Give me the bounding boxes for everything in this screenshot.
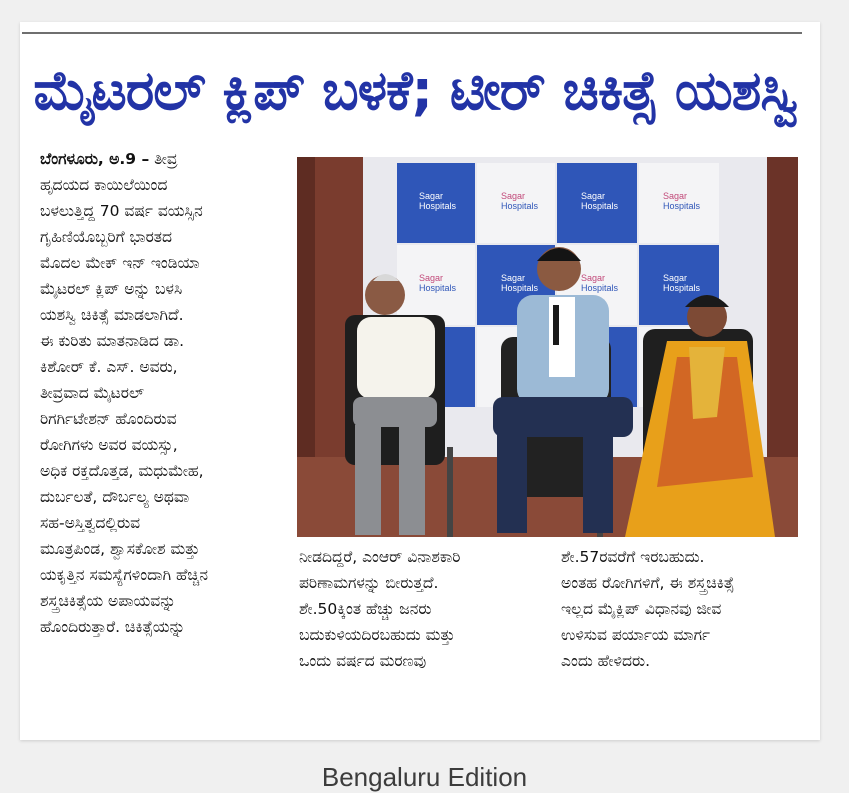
article-line: ಹೃದಯದ ಕಾಯಿಲೆಯಿಂದ bbox=[40, 176, 168, 194]
svg-text:Hospitals: Hospitals bbox=[419, 283, 457, 293]
article-line: ಶೇ.57ರವರೆಗೆ ಇರಬಹುದು. bbox=[561, 548, 705, 566]
article-line: ಅಧಿಕ ರಕ್ತದೊತ್ತಡ, ಮಧುಮೇಹ, bbox=[40, 462, 204, 480]
article-line: ರಿಗರ್ಗಿಟೇಶನ್ ಹೊಂದಿರುವ bbox=[40, 410, 177, 428]
article-line: ಎಂದು ಹೇಳಿದರು. bbox=[561, 652, 651, 670]
article-line: ಉಳಿಸುವ ಪರ್ಯಾಯ ಮಾರ್ಗ bbox=[561, 626, 711, 644]
svg-text:Sagar: Sagar bbox=[581, 273, 606, 283]
article-line: ಬಳಲುತ್ತಿದ್ದ 70 ವರ್ಷ ವಯಸ್ಸಿನ bbox=[40, 202, 203, 220]
article-line: ಸಹ-ಅಸ್ತಿತ್ವದಲ್ಲಿರುವ bbox=[40, 514, 141, 532]
svg-text:Sagar: Sagar bbox=[419, 273, 444, 283]
dateline: ಬೆಂಗಳೂರು, ಅ.9 – bbox=[40, 150, 150, 168]
svg-text:Hospitals: Hospitals bbox=[581, 201, 619, 211]
article-line: ಯಕೃತ್ತಿನ ಸಮಸ್ಯೆಗಳಿಂದಾಗಿ ಹೆಚ್ಚಿನ bbox=[40, 566, 208, 584]
article-line: ದುರ್ಬಲತೆ, ದೌರ್ಬಲ್ಯ ಅಥವಾ bbox=[40, 488, 190, 506]
article-line: ಹೊಂದಿರುತ್ತಾರೆ. ಚಿಕಿತ್ಸೆಯನ್ನು bbox=[40, 618, 186, 636]
svg-text:Sagar: Sagar bbox=[419, 191, 444, 201]
article-line: ಇಲ್ಲದ ಮೈಕ್ಲಿಪ್ ವಿಧಾನವು ಜೀವ bbox=[561, 600, 722, 618]
article-line: ಶಸ್ತ್ರಚಿಕಿತ್ಸೆಯ ಅಪಾಯವನ್ನು bbox=[40, 592, 176, 610]
photo-illustration bbox=[297, 157, 798, 537]
svg-text:Sagar: Sagar bbox=[663, 191, 688, 201]
article-line: ತೀವ್ರ bbox=[154, 150, 178, 168]
svg-text:Sagar: Sagar bbox=[501, 273, 526, 283]
article-line: ಶೇ.50ಕ್ಕಿಂತ ಹೆಚ್ಚು ಜನರು bbox=[299, 600, 432, 618]
article-line: ರೋಗಿಗಳು ಅವರ ವಯಸ್ಸು, bbox=[40, 436, 178, 454]
article-line: ಪರಿಣಾಮಗಳನ್ನು ಬೀರುತ್ತದೆ. bbox=[299, 574, 439, 592]
article-line: ಮೈಟರಲ್ ಕ್ಲಿಪ್ ಅನ್ನು ಬಳಸಿ bbox=[40, 280, 183, 298]
press-conference-photo bbox=[297, 157, 798, 537]
svg-text:Hospitals: Hospitals bbox=[581, 283, 619, 293]
article-line: ನೀಡದಿದ್ದರೆ, ಎಂಆರ್ ವಿನಾಶಕಾರಿ bbox=[299, 548, 461, 566]
article-column-2 bbox=[299, 544, 549, 690]
headline: ಮೈಟರಲ್ ಕ್ಲಿಪ್ ಬಳಕೆ; ಟೀರ್ ಚಿಕಿತ್ಸೆ ಯಶಸ್ವಿ bbox=[33, 59, 798, 122]
svg-text:Sagar: Sagar bbox=[663, 273, 688, 283]
article-column-1 bbox=[40, 146, 292, 690]
article-line: ಗೃಹಿಣಿಯೊಬ್ಬರಿಗೆ ಭಾರತದ bbox=[40, 228, 173, 246]
dateline-line bbox=[40, 146, 292, 172]
top-rule bbox=[22, 32, 802, 34]
svg-text:Hospitals: Hospitals bbox=[419, 201, 457, 211]
article-line: ಒಂದು ವರ್ಷದ ಮರಣವು bbox=[299, 652, 427, 670]
svg-text:Hospitals: Hospitals bbox=[501, 201, 539, 211]
article-line: ಮೊದಲ ಮೇಕ್ ಇನ್ ಇಂಡಿಯಾ bbox=[40, 254, 200, 272]
article-line: ಕಿಶೋರ್ ಕೆ. ಎಸ್. ಅವರು, bbox=[40, 358, 178, 376]
article-line: ಅಂತಹ ರೋಗಿಗಳಿಗೆ, ಈ ಶಸ್ತ್ರಚಿಕಿತ್ಸೆ bbox=[561, 574, 735, 592]
svg-text:Hospitals: Hospitals bbox=[501, 283, 539, 293]
svg-text:Hospitals: Hospitals bbox=[663, 283, 701, 293]
svg-text:Sagar: Sagar bbox=[581, 191, 606, 201]
svg-text:Sagar: Sagar bbox=[501, 191, 526, 201]
edition-caption: Bengaluru Edition bbox=[321, 762, 528, 792]
article-line: ತೀವ್ರವಾದ ಮೈಟರಲ್ bbox=[40, 384, 145, 402]
article-line: ಯಶಸ್ವಿ ಚಿಕಿತ್ಸೆ ಮಾಡಲಾಗಿದೆ. bbox=[40, 306, 184, 324]
article-line: ಬದುಕುಳಿಯದಿರಬಹುದು ಮತ್ತು bbox=[299, 626, 455, 644]
svg-text:Hospitals: Hospitals bbox=[663, 201, 701, 211]
article-column-3 bbox=[561, 544, 801, 690]
article-line: ಮೂತ್ರಪಿಂಡ, ಶ್ವಾಸಕೋಶ ಮತ್ತು bbox=[40, 540, 200, 558]
article-line: ಈ ಕುರಿತು ಮಾತನಾಡಿದ ಡಾ. bbox=[40, 332, 185, 350]
